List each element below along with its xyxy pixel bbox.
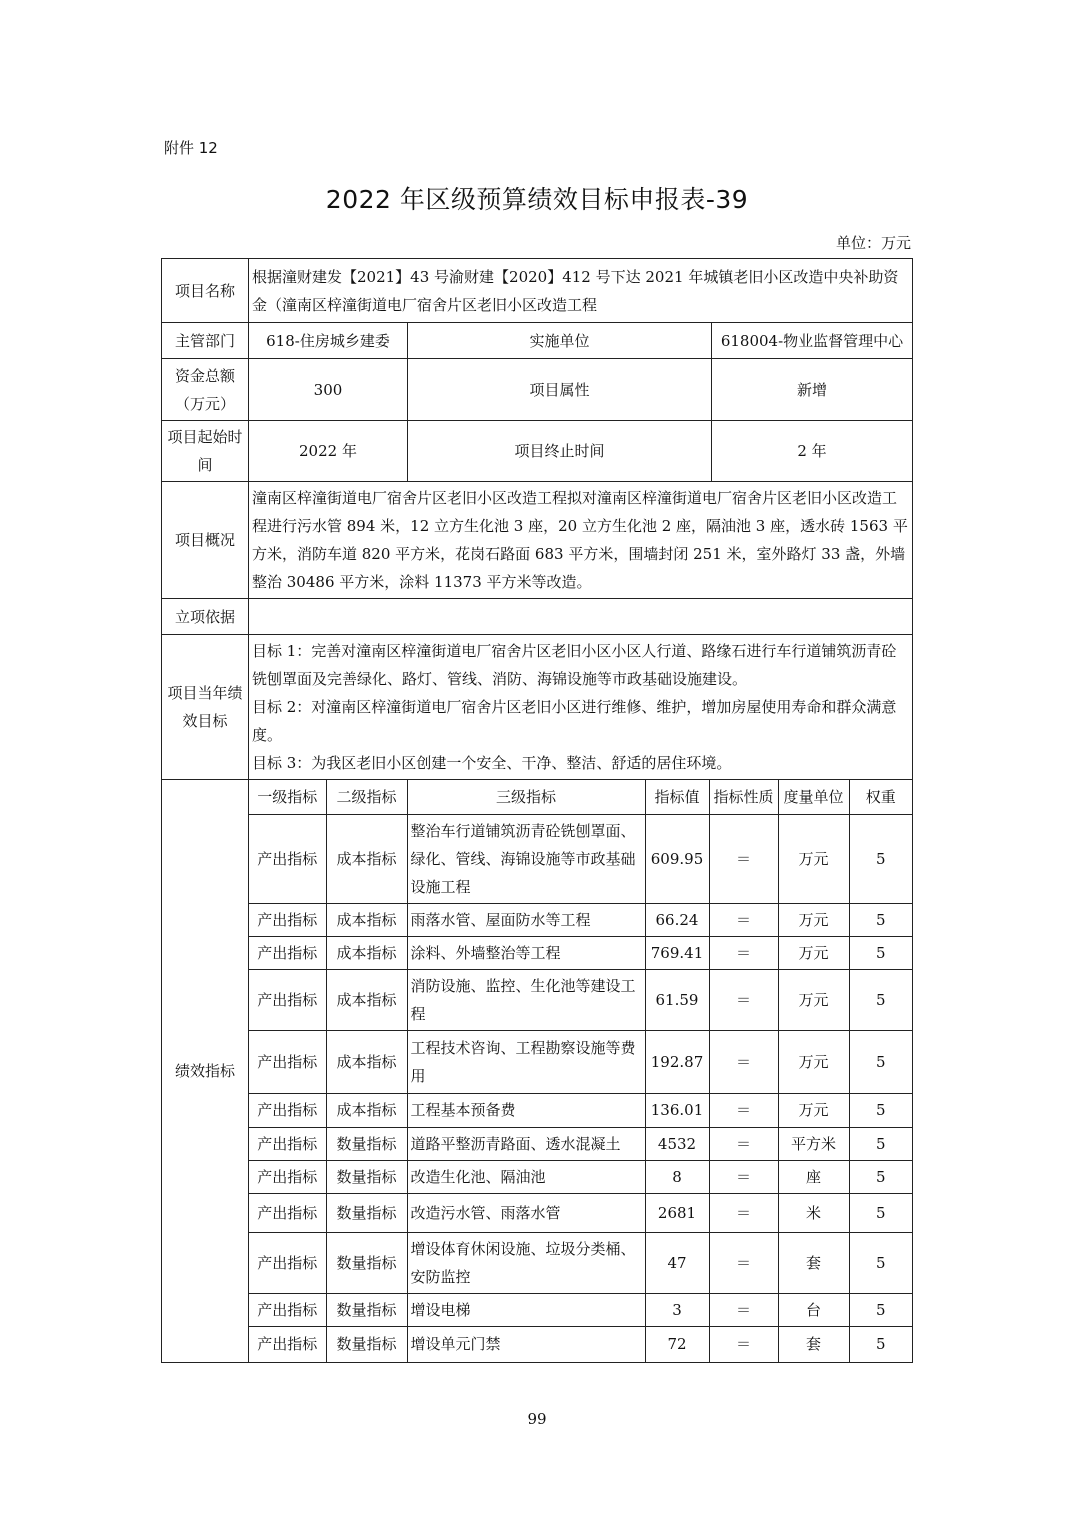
goal-value (249, 635, 913, 780)
dept-label: 主管部门 (162, 323, 249, 359)
impl-value: 618004-物业监督管理中心 (712, 323, 913, 359)
goal-label: 项目当年绩效目标 (162, 635, 249, 780)
unit-label: 单位：万元 (835, 234, 911, 252)
project-name-label: 项目名称 (162, 259, 249, 323)
indicator-nature: ＝ (709, 1160, 778, 1193)
table-row (249, 903, 912, 936)
goal-2: 目标 2：对潼南区梓潼街道电厂宿舍片区老旧小区进行维修、维护，增加房屋使用寿命和群众满意度。 (252, 698, 897, 744)
indicator-nature: ＝ (709, 1193, 778, 1232)
indicator-l3: 工程基本预备费 (407, 1093, 645, 1127)
attr-label: 项目属性 (408, 359, 712, 421)
indicator-l1: 产出指标 (249, 903, 326, 936)
header-l3: 三级指标 (407, 780, 645, 814)
header-l2: 二级指标 (326, 780, 407, 814)
table-row (249, 1127, 912, 1160)
indicator-l2: 数量指标 (326, 1326, 407, 1362)
header-l1: 一级指标 (249, 780, 326, 814)
indicator-nature: ＝ (709, 1326, 778, 1362)
indicator-l2: 数量指标 (326, 1232, 407, 1293)
indicator-weight: 5 (849, 969, 912, 1030)
indicator-value: 769.41 (645, 936, 709, 969)
table-row (249, 1093, 912, 1127)
page-number: 99 (527, 1410, 547, 1428)
indicator-unit: 套 (778, 1232, 849, 1293)
overview-value: 潼南区梓潼街道电厂宿舍片区老旧小区改造工程拟对潼南区梓潼街道电厂宿舍片区老旧小区改造工程进行污水管 894 米，12 立方生化池 3 座，20 立方生化池 2 座，隔油池 3 座，透水砖 1563 平方米，消防车道 820 平方米，花岗石路面 683 平方米，围墙封闭 251 米，室外路灯 33 盏，外墙整治 30486 平方米，涂料 11373 平方米等改造。 (249, 482, 913, 599)
table-row (249, 1326, 912, 1362)
indicator-value: 61.59 (645, 969, 709, 1030)
page-title: 2022 年区级预算绩效目标申报表-39 (325, 185, 749, 214)
indicator-l2: 成本指标 (326, 1093, 407, 1127)
dept-value: 618-住房城乡建委 (249, 323, 408, 359)
indicator-weight: 5 (849, 1293, 912, 1326)
overview-label: 项目概况 (162, 482, 249, 599)
indicator-weight: 5 (849, 1093, 912, 1127)
indicator-nature: ＝ (709, 1232, 778, 1293)
indicator-unit: 万元 (778, 1030, 849, 1093)
header-unit: 度量单位 (778, 780, 849, 814)
indicator-value: 3 (645, 1293, 709, 1326)
start-value: 2022 年 (249, 421, 408, 482)
indicator-value: 192.87 (645, 1030, 709, 1093)
indicator-nature: ＝ (709, 969, 778, 1030)
indicator-unit: 万元 (778, 969, 849, 1030)
end-label: 项目终止时间 (408, 421, 712, 482)
indicator-unit: 平方米 (778, 1127, 849, 1160)
goal-3: 目标 3：为我区老旧小区创建一个安全、干净、整洁、舒适的居住环境。 (252, 754, 732, 772)
indicator-l3: 消防设施、监控、生化池等建设工程 (407, 969, 645, 1030)
indicator-weight: 5 (849, 1326, 912, 1362)
indicator-l1: 产出指标 (249, 936, 326, 969)
indicator-unit: 米 (778, 1193, 849, 1232)
indicator-l3: 增设电梯 (407, 1293, 645, 1326)
fund-value: 300 (249, 359, 408, 421)
indicator-l1: 产出指标 (249, 1326, 326, 1362)
indicator-l2: 成本指标 (326, 1030, 407, 1093)
indicator-weight: 5 (849, 936, 912, 969)
indicator-l1: 产出指标 (249, 1127, 326, 1160)
indicator-unit: 万元 (778, 903, 849, 936)
indicator-l2: 数量指标 (326, 1127, 407, 1160)
indicator-l3: 增设单元门禁 (407, 1326, 645, 1362)
indicator-nature: ＝ (709, 814, 778, 903)
indicator-l3: 增设体育休闲设施、垃圾分类桶、安防监控 (407, 1232, 645, 1293)
indicator-l2: 数量指标 (326, 1160, 407, 1193)
indicator-value: 72 (645, 1326, 709, 1362)
indicator-l1: 产出指标 (249, 1293, 326, 1326)
indicator-header-row (249, 780, 912, 814)
fund-label: 资金总额（万元） (162, 359, 249, 421)
indicator-nature: ＝ (709, 903, 778, 936)
header-nature: 指标性质 (709, 780, 778, 814)
indicator-l3: 改造生化池、隔油池 (407, 1160, 645, 1193)
indicator-l3: 改造污水管、雨落水管 (407, 1193, 645, 1232)
indicator-nature: ＝ (709, 1030, 778, 1093)
indicator-l2: 成本指标 (326, 814, 407, 903)
indicator-l3: 整治车行道铺筑沥青砼铣刨罩面、绿化、管线、海锦设施等市政基础设施工程 (407, 814, 645, 903)
table-row (249, 969, 912, 1030)
table-row (249, 1232, 912, 1293)
indicator-l1: 产出指标 (249, 1093, 326, 1127)
indicator-nature: ＝ (709, 1093, 778, 1127)
indicator-value: 609.95 (645, 814, 709, 903)
indicator-table (249, 780, 912, 1362)
indicator-nature: ＝ (709, 936, 778, 969)
indicator-unit: 座 (778, 1160, 849, 1193)
indicator-weight: 5 (849, 903, 912, 936)
table-row (249, 1030, 912, 1093)
attachment-label: 附件 12 (164, 139, 218, 157)
indicator-l3: 涂料、外墙整治等工程 (407, 936, 645, 969)
table-row (249, 1193, 912, 1232)
project-name-value: 根据潼财建发【2021】43 号渝财建【2020】412 号下达 2021 年城镇老旧小区改造中央补助资金（潼南区梓潼街道电厂宿舍片区老旧小区改造工程 (249, 259, 913, 323)
indicator-value: 2681 (645, 1193, 709, 1232)
indicator-l2: 成本指标 (326, 969, 407, 1030)
indicator-l1: 产出指标 (249, 814, 326, 903)
indicator-unit: 万元 (778, 936, 849, 969)
indicator-nature: ＝ (709, 1293, 778, 1326)
indicator-weight: 5 (849, 1232, 912, 1293)
indicator-unit: 万元 (778, 1093, 849, 1127)
indicator-l1: 产出指标 (249, 1232, 326, 1293)
table-row (249, 1293, 912, 1326)
header-value: 指标值 (645, 780, 709, 814)
indicator-l3: 工程技术咨询、工程勘察设施等费用 (407, 1030, 645, 1093)
start-label: 项目起始时间 (162, 421, 249, 482)
perf-label: 绩效指标 (162, 780, 249, 1363)
goal-1: 目标 1：完善对潼南区梓潼街道电厂宿舍片区老旧小区小区人行道、路缘石进行车行道铺筑沥青砼铣刨罩面及完善绿化、路灯、管线、消防、海锦设施等市政基础设施建设。 (252, 642, 897, 688)
header-weight: 权重 (849, 780, 912, 814)
indicator-l3: 道路平整沥青路面、透水混凝土 (407, 1127, 645, 1160)
table-row (249, 814, 912, 903)
attr-value: 新增 (712, 359, 913, 421)
indicator-unit: 台 (778, 1293, 849, 1326)
indicator-value: 136.01 (645, 1093, 709, 1127)
indicator-cell (249, 780, 913, 1363)
indicator-l2: 成本指标 (326, 936, 407, 969)
indicator-weight: 5 (849, 1160, 912, 1193)
indicator-value: 66.24 (645, 903, 709, 936)
indicator-l1: 产出指标 (249, 969, 326, 1030)
table-row (249, 1160, 912, 1193)
indicator-weight: 5 (849, 1030, 912, 1093)
table-row (249, 936, 912, 969)
indicator-l1: 产出指标 (249, 1160, 326, 1193)
indicator-l2: 数量指标 (326, 1293, 407, 1326)
indicator-unit: 套 (778, 1326, 849, 1362)
indicator-value: 4532 (645, 1127, 709, 1160)
indicator-l1: 产出指标 (249, 1030, 326, 1093)
indicator-nature: ＝ (709, 1127, 778, 1160)
indicator-value: 47 (645, 1232, 709, 1293)
impl-label: 实施单位 (408, 323, 712, 359)
performance-goal-table (161, 258, 913, 1363)
indicator-l2: 数量指标 (326, 1193, 407, 1232)
indicator-value: 8 (645, 1160, 709, 1193)
indicator-l1: 产出指标 (249, 1193, 326, 1232)
basis-value (249, 599, 913, 635)
indicator-body (249, 780, 912, 1362)
indicator-weight: 5 (849, 814, 912, 903)
indicator-weight: 5 (849, 1193, 912, 1232)
indicator-weight: 5 (849, 1127, 912, 1160)
basis-label: 立项依据 (162, 599, 249, 635)
indicator-l3: 雨落水管、屋面防水等工程 (407, 903, 645, 936)
end-value: 2 年 (712, 421, 913, 482)
indicator-unit: 万元 (778, 814, 849, 903)
indicator-l2: 成本指标 (326, 903, 407, 936)
